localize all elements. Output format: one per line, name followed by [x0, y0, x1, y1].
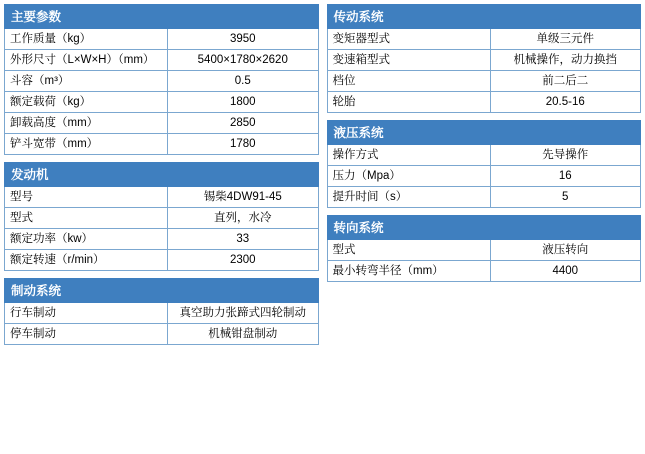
row-label: 卸载高度（mm）	[5, 113, 168, 134]
table-row	[327, 240, 641, 261]
row-value: 4400	[490, 261, 640, 282]
table-row	[327, 187, 641, 208]
row-value: 1800	[168, 92, 318, 113]
row-label: 型式	[5, 208, 168, 229]
row-label: 操作方式	[327, 145, 490, 166]
row-value: 锡柴4DW91-45	[168, 187, 318, 208]
table-row	[327, 145, 641, 166]
row-value: 2850	[168, 113, 318, 134]
row-value: 直列，水冷	[168, 208, 318, 229]
row-label: 变矩器型式	[327, 29, 490, 50]
row-value: 真空助力张蹄式四轮制动	[168, 303, 318, 324]
row-value: 33	[168, 229, 318, 250]
section-title: 制动系统	[5, 279, 319, 303]
row-value: 2300	[168, 250, 318, 271]
row-value: 0.5	[168, 71, 318, 92]
row-value: 20.5-16	[490, 92, 640, 113]
section-header-row	[5, 279, 319, 303]
row-value: 机械钳盘制动	[168, 324, 318, 345]
table-row	[327, 261, 641, 282]
section-title: 转向系统	[327, 216, 641, 240]
row-value: 前二后二	[490, 71, 640, 92]
row-value: 3950	[168, 29, 318, 50]
row-label: 额定转速（r/min）	[5, 250, 168, 271]
spec-table-transmission-system	[327, 4, 642, 113]
section-header-row	[327, 121, 641, 145]
table-row	[5, 71, 319, 92]
table-row	[327, 92, 641, 113]
row-label: 外形尺寸（L×W×H）（mm）	[5, 50, 168, 71]
row-value: 机械操作，动力换挡	[490, 50, 640, 71]
row-value: 先导操作	[490, 145, 640, 166]
spec-table-hydraulic-system	[327, 120, 642, 208]
row-label: 最小转弯半径（mm）	[327, 261, 490, 282]
spec-table-engine	[4, 162, 319, 271]
table-row	[327, 50, 641, 71]
table-row	[5, 187, 319, 208]
table-row	[327, 71, 641, 92]
section-header-row	[5, 5, 319, 29]
row-label: 轮胎	[327, 92, 490, 113]
section-title: 主要参数	[5, 5, 319, 29]
table-row	[5, 50, 319, 71]
row-label: 变速箱型式	[327, 50, 490, 71]
section-title: 液压系统	[327, 121, 641, 145]
table-row	[5, 303, 319, 324]
row-label: 铲斗宽带（mm）	[5, 134, 168, 155]
table-row	[5, 113, 319, 134]
row-label: 行车制动	[5, 303, 168, 324]
table-row	[5, 29, 319, 50]
table-row	[5, 208, 319, 229]
row-value: 单级三元件	[490, 29, 640, 50]
section-header-row	[327, 216, 641, 240]
table-row	[5, 92, 319, 113]
row-label: 斗容（m³）	[5, 71, 168, 92]
row-value: 液压转向	[490, 240, 640, 261]
table-row	[327, 29, 641, 50]
spec-table-steering-system	[327, 215, 642, 282]
section-header-row	[5, 163, 319, 187]
row-label: 停车制动	[5, 324, 168, 345]
table-row	[5, 324, 319, 345]
table-row	[5, 134, 319, 155]
row-value: 5400×1780×2620	[168, 50, 318, 71]
table-row	[5, 229, 319, 250]
row-label: 压力（Mpa）	[327, 166, 490, 187]
row-label: 额定功率（kw）	[5, 229, 168, 250]
table-row	[327, 166, 641, 187]
row-value: 5	[490, 187, 640, 208]
section-header-row	[327, 5, 641, 29]
section-title: 发动机	[5, 163, 319, 187]
row-value: 16	[490, 166, 640, 187]
row-label: 工作质量（kg）	[5, 29, 168, 50]
spec-table-brake-system	[4, 278, 319, 345]
spec-table-main-parameters	[4, 4, 319, 155]
row-label: 型号	[5, 187, 168, 208]
row-label: 档位	[327, 71, 490, 92]
section-title: 传动系统	[327, 5, 641, 29]
row-label: 额定载荷（kg）	[5, 92, 168, 113]
row-label: 提升时间（s）	[327, 187, 490, 208]
table-row	[5, 250, 319, 271]
row-value: 1780	[168, 134, 318, 155]
row-label: 型式	[327, 240, 490, 261]
right-column	[323, 0, 645, 454]
